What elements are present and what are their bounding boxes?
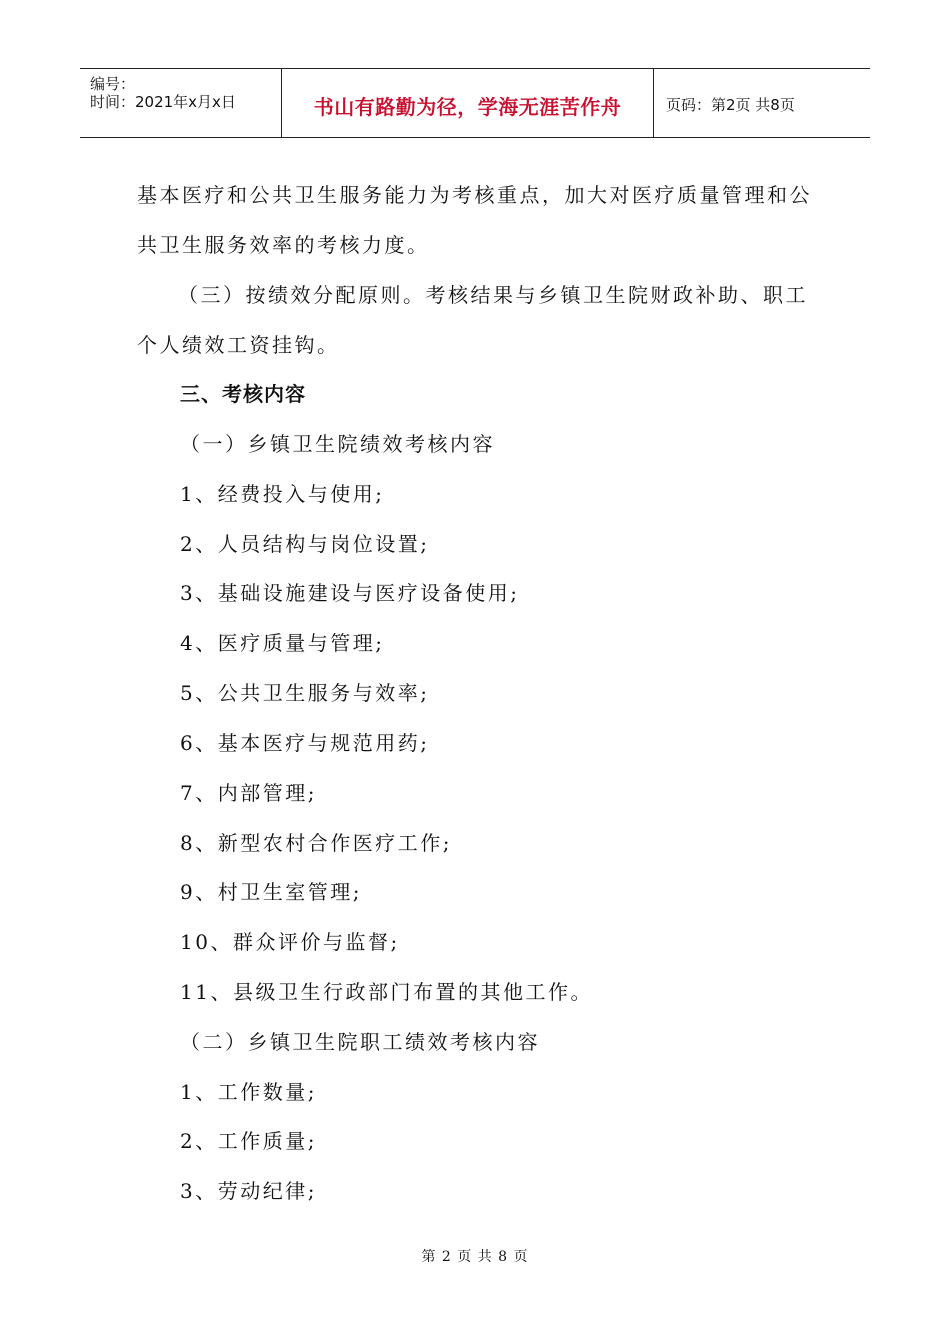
- list-item: 10、群众评价与监督;: [180, 930, 400, 954]
- page-footer: 第 2 页 共 8 页: [421, 1249, 529, 1265]
- subsection-heading: （一）乡镇卫生院绩效考核内容: [180, 432, 495, 456]
- body-paragraph-line: 个人绩效工资挂钩。: [137, 333, 340, 357]
- list-item: 11、县级卫生行政部门布置的其他工作。: [180, 980, 593, 1004]
- document-time-label: 时间：2021年x月x日: [90, 93, 236, 111]
- subsection-heading: （二）乡镇卫生院职工绩效考核内容: [180, 1030, 540, 1054]
- body-paragraph-line: 基本医疗和公共卫生服务能力为考核重点，加大对医疗质量管理和公: [137, 183, 812, 207]
- list-item: 2、工作质量;: [180, 1129, 317, 1153]
- header-page-info: 页码：第2页 共8页: [666, 96, 795, 114]
- body-paragraph-line: （三）按绩效分配原则。考核结果与乡镇卫生院财政补助、职工: [178, 283, 808, 307]
- page-header: [80, 68, 870, 138]
- section-heading: 三、考核内容: [180, 382, 306, 406]
- list-item: 8、新型农村合作医疗工作;: [180, 831, 452, 855]
- list-item: 7、内部管理;: [180, 781, 317, 805]
- header-meta-cell: [80, 69, 282, 137]
- list-item: 9、村卫生室管理;: [180, 880, 362, 904]
- list-item: 5、公共卫生服务与效率;: [180, 681, 430, 705]
- list-item: 4、医疗质量与管理;: [180, 631, 385, 655]
- body-paragraph-line: 共卫生服务效率的考核力度。: [137, 233, 430, 257]
- list-item: 3、基础设施建设与医疗设备使用;: [180, 581, 520, 605]
- list-item: 1、经费投入与使用;: [180, 482, 385, 506]
- header-motto: 书山有路勤为径，学海无涯苦作舟: [313, 95, 622, 119]
- header-page-cell: [654, 69, 870, 137]
- list-item: 6、基本医疗与规范用药;: [180, 731, 430, 755]
- list-item: 1、工作数量;: [180, 1080, 317, 1104]
- document-number-label: 编号：: [90, 75, 136, 93]
- list-item: 3、劳动纪律;: [180, 1179, 317, 1203]
- list-item: 2、人员结构与岗位设置;: [180, 532, 430, 556]
- header-motto-cell: [282, 69, 654, 137]
